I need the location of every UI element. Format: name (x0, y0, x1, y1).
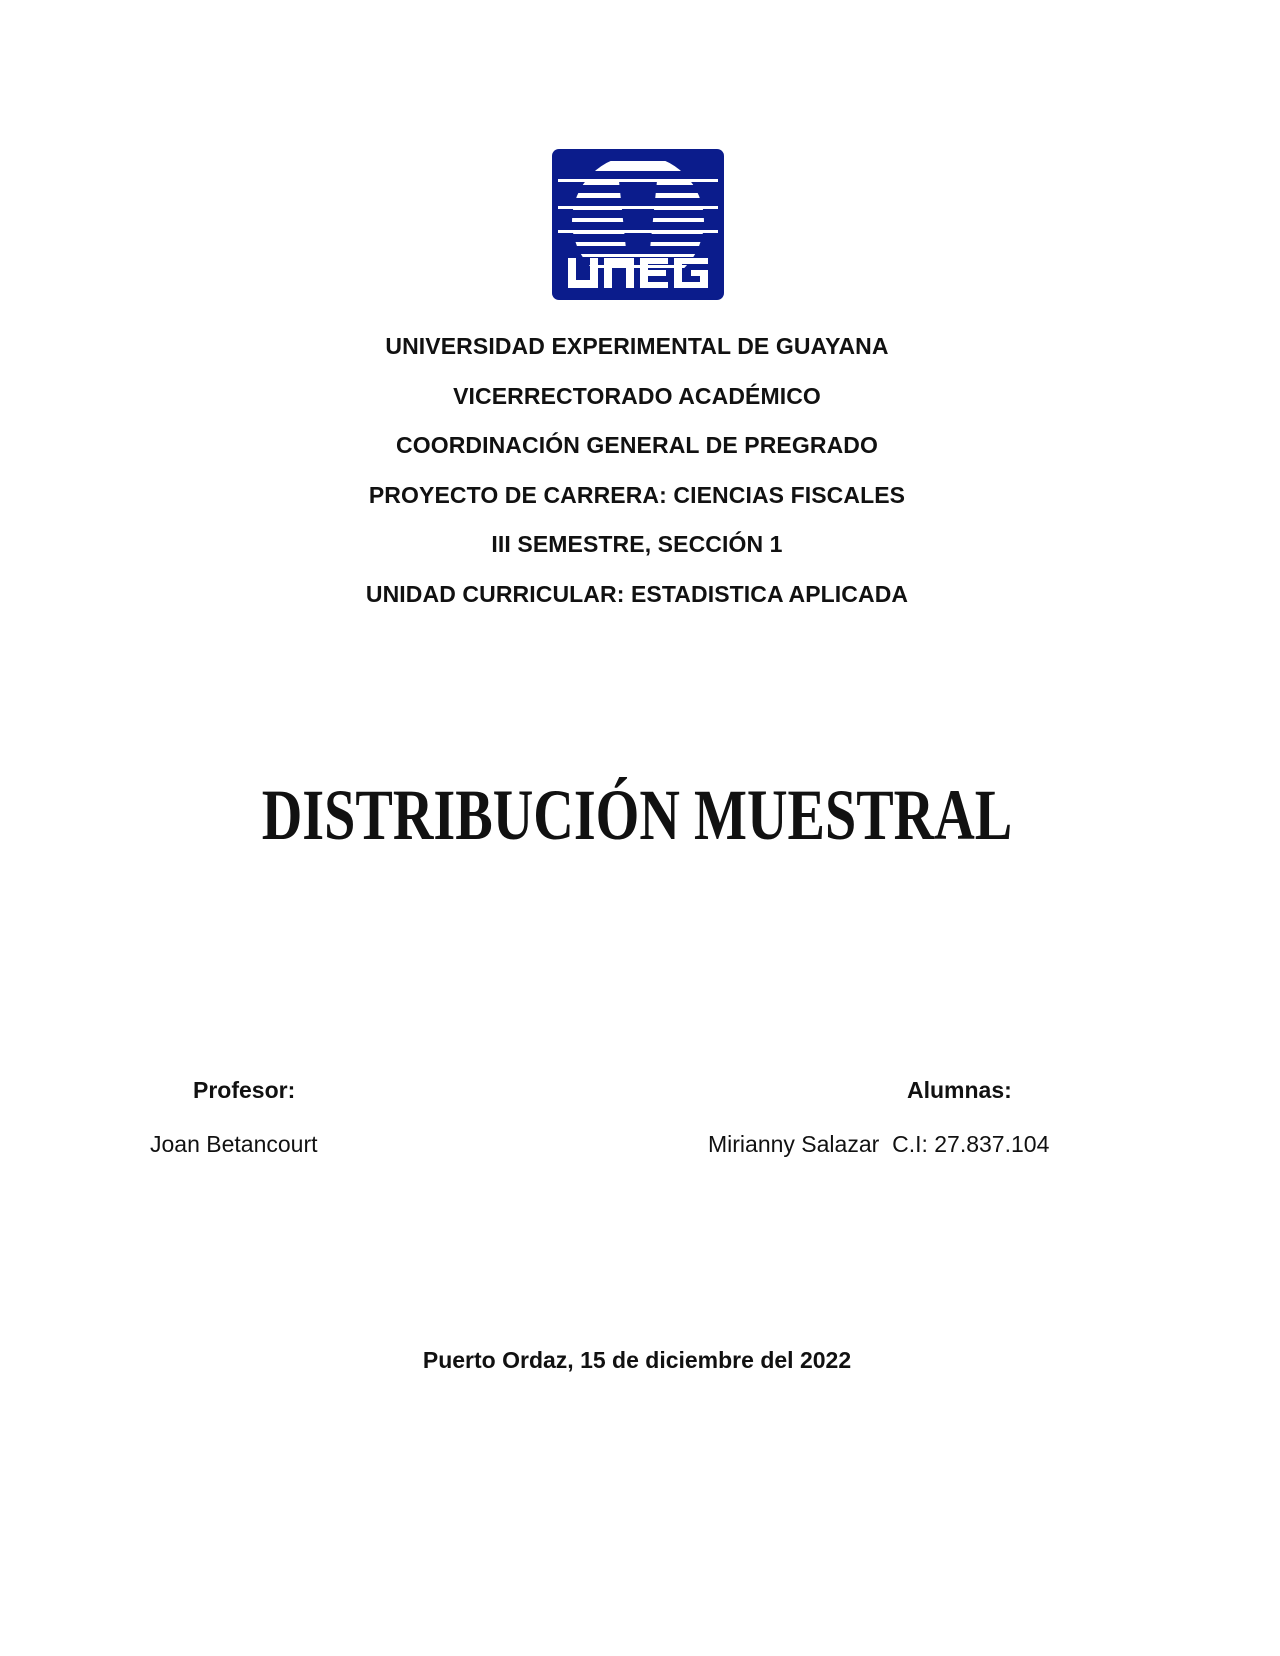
header-line-university: UNIVERSIDAD EXPERIMENTAL DE GUAYANA (385, 333, 889, 359)
uneg-logo (552, 149, 724, 300)
header-line-unidad: UNIDAD CURRICULAR: ESTADISTICA APLICADA (365, 580, 909, 607)
student-id-value: 27.837.104 (934, 1131, 1050, 1157)
header-line-semestre: III SEMESTRE, SECCIÓN 1 (491, 531, 783, 557)
institution-header (0, 322, 1274, 619)
document-title: DISTRIBUCIÓN MUESTRAL (261, 775, 1013, 855)
students-label: Alumnas: (907, 1077, 1012, 1103)
student-id-label: C.I: (892, 1131, 928, 1157)
student-entry (708, 1130, 1049, 1158)
place-and-date: Puerto Ordaz, 15 de diciembre del 2022 (422, 1347, 852, 1373)
header-line-coordinacion: COORDINACIÓN GENERAL DE PREGRADO (396, 432, 878, 458)
header-line-proyecto: PROYECTO DE CARRERA: CIENCIAS FISCALES (368, 481, 906, 508)
professor-name: Joan Betancourt (150, 1131, 318, 1157)
student-name: Mirianny Salazar (708, 1131, 880, 1157)
header-line-vicerrectorado: VICERRECTORADO ACADÉMICO (453, 382, 821, 409)
professor-label: Profesor: (193, 1077, 296, 1103)
